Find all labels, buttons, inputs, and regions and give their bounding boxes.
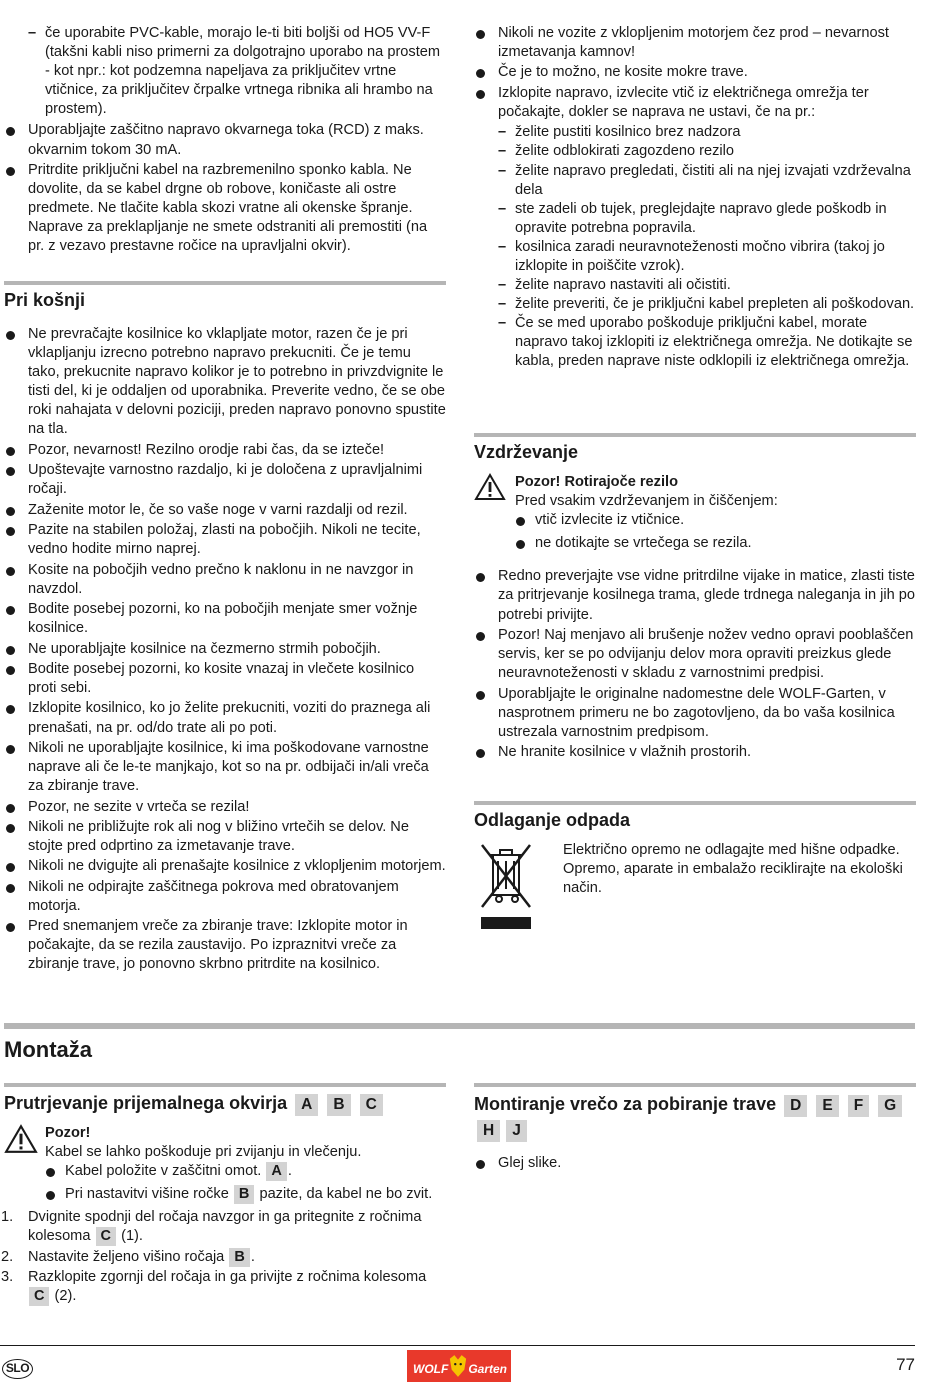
list-item [4,1162,446,1181]
list-item: Uporabljajte le originalne nadomestne dele WOLF-Garten, v nasprotnem primeru ne bo zagotovljeno, da bo vaša kosilnica ustrezala varnostnim predpisom. [474,685,916,742]
figure-ref-h: H [477,1120,500,1142]
list-item: Nikoli ne odpirajte zaščitnega pokrova med obratovanjem motorja. [4,878,446,916]
section-heading: Pri košnji [4,290,86,310]
figure-ref-b: B [327,1094,350,1116]
language-badge: SLO [2,1359,33,1379]
list-item: – želite pustiti kosilnico brez nadzora [474,123,916,142]
list-item: Pritrdite priključni kabel na razbremenilno sponko kabla. Ne dovolite, da se kabel drgne ob robove, koničaste ali ostre predmete. Ne tlačite kabla skozi vratne ali okenske špranje. Naprave za preklapljanje ne smete odstraniti ali premostiti (na pr. z vezavo prestavne ročice na upravljalni okvir). [4,161,446,256]
section-rule [474,433,916,437]
section-rule [4,1083,446,1087]
figure-ref: C [29,1287,49,1306]
heading-text: Prutrjevanje prijemalnega okvirja [4,1093,288,1113]
list-item: Zaženite motor le, če so vaše noge v varni razdalji od rezil. [4,501,446,520]
list-item: – želite odblokirati zagozdeno rezilo [474,142,916,161]
figure-ref-j: J [506,1120,527,1142]
figure-ref-a: A [295,1094,318,1116]
warning-text: Kabel se lahko poškoduje pri zvijanju in vlečenju. [45,1144,362,1161]
list-item: Bodite posebej pozorni, ko na pobočjih menjate smer vožnje kosilnice. [4,600,446,638]
list-item: Uporabljajte zaščitno napravo okvarnega toka (RCD) z maks. okvarnim tokom 30 mA. [4,121,446,159]
step-number: 2. [1,1248,14,1265]
figure-ref-f: F [848,1095,869,1117]
list-item: Bodite posebej pozorni, ko kosite vnazaj in vlečete kosilnico proti sebi. [4,660,446,698]
list-item: – če uporabite PVC-kable, morajo le-ti biti boljši od HO5 VV-F (takšni kabli niso primerni za dolgotrajno uporabo na prostem - kot npr.: kot podzemna napeljava za priključitev vrtne vtičnice, za priključitev črpalke vrtnega ribnika ali hrambo na prostem). [4,24,446,119]
step-item [1,1268,446,1306]
step-number: 1. [1,1209,14,1226]
step-text: (1). [121,1228,143,1245]
list-item: Nikoli ne vozite z vklopljenim motorjem čez prod – nevarnost izmetavanja kamnov! [474,24,916,62]
right-top-section [474,24,916,372]
list-item: Izklopite napravo, izvlecite vtič iz električnega omrežja ter počakajte, dokler se naprava ne ustavi, če na pr.: [474,84,916,122]
list-item: Pozor, ne sezite v vrteča se rezila! [4,798,446,817]
figure-ref-g: G [878,1095,902,1117]
page-heading: Montaža [4,1037,92,1062]
step-number: 3. [1,1269,14,1286]
warning-triangle-icon [4,1124,38,1154]
mowing-section [4,281,446,976]
step-text: . [250,1248,255,1265]
handle-section [1,1083,446,1308]
list-item: Izklopite kosilnico, ko jo želite prekucniti, voziti do praznega ali prenašati, na pr. od/do trate ali po poti. [4,699,446,737]
list-item: Nikoli ne približujte rok ali nog v bližino vrtečih se delov. Ne stojte pred odprtino za izmetavanje trave. [4,818,446,856]
warning-title: Pozor! [45,1125,91,1141]
figure-ref: B [229,1248,249,1267]
list-item [4,1185,446,1204]
wolf-head-icon [448,1352,468,1380]
section-rule [4,1023,915,1029]
list-item: Redno preverjajte vse vidne pritrdilne vijake in matice, zlasti tiste za pritrjevanje kosilnega trama, glede trdnega naleganja in jih po potrebi privijte. [474,567,916,624]
figure-ref: B [234,1185,254,1204]
brand-left-text: WOLF [413,1362,449,1376]
page-number: 77 [896,1355,915,1374]
figure-ref-c: C [360,1094,383,1116]
step-item [1,1208,446,1246]
warning-title: Pozor! Rotirajoče rezilo [515,474,678,490]
list-item: – želite preveriti, če je priključni kabel prepleten ali poškodovan. [474,295,916,314]
crossed-bin-icon [478,841,534,933]
item-text: Kabel položite v zaščitni omot. [65,1163,262,1180]
list-item: – želite napravo pregledati, čistiti ali na njej izvajati vzdrževalna dela [474,162,916,200]
step-text: Razklopite zgornji del ročaja in ga privijte z ročnima kolesoma [28,1269,427,1286]
section-rule [474,801,916,805]
list-item: Pozor, nevarnost! Rezilno orodje rabi čas, da se izteče! [4,441,446,460]
item-text: Pri nastavitvi višine ročke [65,1186,229,1203]
warning-box [4,1124,446,1162]
disposal-text: Električno opremo ne odlagajte med hišne odpadke. Opremo, aparate in embalažo reciklirajte na ekološki način. [563,842,903,897]
list-item: Pazite na stabilen položaj, zlasti na pobočjih. Nikoli ne tecite, vedno hodite mirno naprej. [4,521,446,559]
section-heading [4,1092,446,1116]
list-item: Ne uporabljajte kosilnice na čezmerno strmih pobočjih. [4,640,446,659]
list-item: – Če se med uporabo poškoduje priključni kabel, morate napravo takoj izklopiti iz električnega omrežja. Ne dotikajte se kabla, preden naprave niste odklopili iz električnega omrežja. [474,314,916,371]
brand-logo [407,1350,511,1382]
list-item: Nikoli ne dvigujte ali prenašajte kosilnice z vklopljenim motorjem. [4,857,446,876]
warning-triangle-icon [474,473,506,501]
footer-rule [0,1345,915,1346]
warning-text: Pred vsakim vzdrževanjem in čiščenjem: [515,493,778,510]
maintenance-section [474,433,916,764]
list-item: Glej slike. [474,1154,916,1173]
list-item: Pozor! Naj menjavo ali brušenje nožev vedno opravi pooblaščen servis, ker se po odvijanju delov mora opraviti preizkus glede neuravnoteženosti v skladu z varnostnimi predpisi. [474,626,916,683]
figure-ref-d: D [784,1095,807,1117]
figure-ref: C [96,1227,116,1246]
bag-section [474,1083,916,1174]
list-item: vtič izvlecite iz vtičnice. [474,511,916,530]
disposal-section [474,801,916,941]
list-item: – želite napravo nastaviti ali očistiti. [474,276,916,295]
list-item: ne dotikajte se vrtečega se rezila. [474,534,916,553]
list-item: Če je to možno, ne kosite mokre trave. [474,63,916,82]
list-item: Pred snemanjem vreče za zbiranje trave: Izklopite motor in počakajte, da se rezila zaustavijo. Po izpraznitvi vreče za zbiranje trave, jo ponovno skrbno pritrdite na kosilnico. [4,917,446,974]
item-text: pazite, da kabel ne bo zvit. [259,1186,433,1203]
list-item: Upoštevajte varnostno razdaljo, ki je določena z upravljalnimi ročaji. [4,461,446,499]
section-heading [474,1092,916,1142]
list-item: Ne prevračajte kosilnice ko vklapljate motor, razen če je pri vklapljanju izrecno potrebno napravo prekucniti. Če je temu tako, prekucnite napravo kolikor je to potrebno in privzdvignite le tisti del, ki je oddaljen od uporabnika. Preverite vedno, če se obe roki nahajata v delovni poziciji, preden napravo ponovno spustite na tla. [4,325,446,440]
figure-ref-e: E [816,1095,838,1117]
assembly-section [4,1023,915,1063]
step-text: Nastavite željeno višino ročaja [28,1248,225,1265]
brand-right-text: Garten [468,1362,507,1376]
step-text: (2). [54,1288,77,1305]
left-top-section [4,24,446,258]
list-item: – ste zadeli ob tujek, preglejdajte napravo glede poškodb in opravite potrebna popravila. [474,200,916,238]
section-rule [474,1083,916,1087]
heading-text: Montiranje vrečo za pobiranje trave [474,1094,777,1114]
list-item: Ne hranite kosilnice v vlažnih prostorih. [474,743,916,762]
figure-ref: A [266,1162,286,1181]
step-text: Dvignite spodnji del ročaja navzgor in ga pritegnite z ročnima kolesoma [28,1209,422,1245]
warning-box [474,473,916,511]
step-item [1,1248,446,1267]
list-item: Nikoli ne uporabljajte kosilnice, ki ima poškodovane varnostne naprave ali če le-te manjkajo, kot so na pr. odbijači in/ali vreča za zbiranje trave. [4,739,446,796]
item-text: . [287,1163,292,1180]
section-heading: Vzdrževanje [474,442,579,462]
list-item: Kosite na pobočjih vedno prečno k naklonu in ne navzgor in navzdol. [4,561,446,599]
section-rule [4,281,446,285]
section-heading: Odlaganje odpada [474,810,631,830]
list-item: – kosilnica zaradi neuravnoteženosti močno vibrira (takoj jo izklopite in poiščite vzrok). [474,238,916,276]
